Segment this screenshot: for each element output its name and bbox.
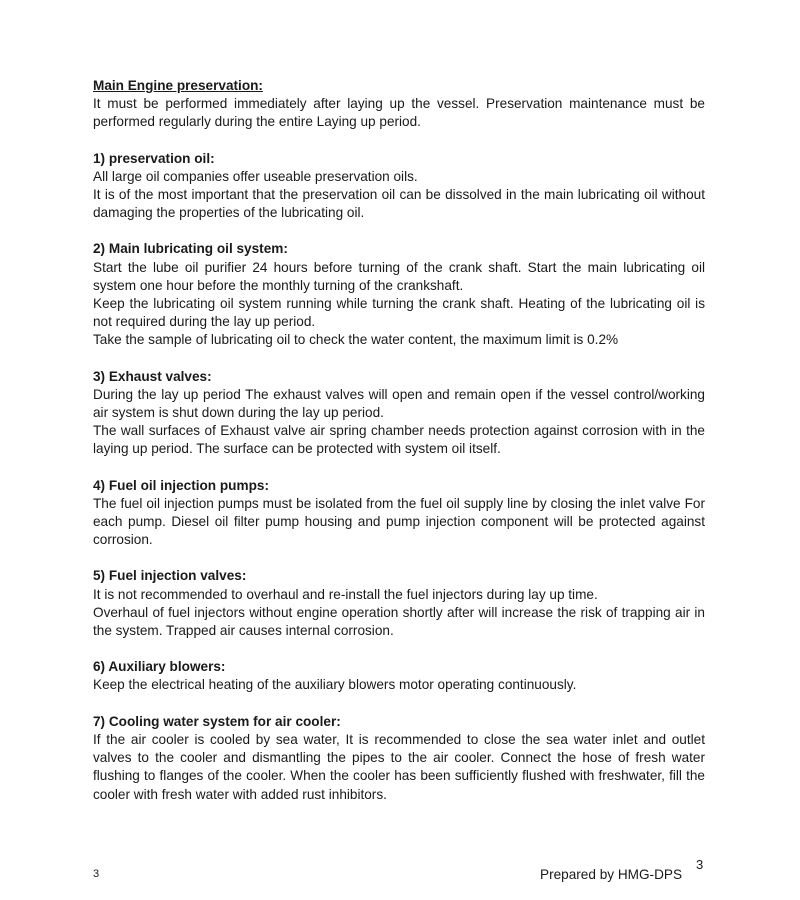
section-paragraph: The fuel oil injection pumps must be isolated from the fuel oil supply line by closing the inlet valve For each pump. Diesel oil filter pump housing and pump injection component will be protected against corrosion. <box>93 495 705 548</box>
section-heading: 1) preservation oil: <box>93 150 215 166</box>
section-paragraph: All large oil companies offer useable preservation oils. <box>93 168 418 184</box>
section-fuel-injection-valves <box>93 567 705 640</box>
document-page <box>93 77 705 804</box>
prepared-by-label: Prepared by HMG-DPS <box>540 867 683 882</box>
document-title: Main Engine preservation: <box>93 78 263 93</box>
section-heading: 5) Fuel injection valves: <box>93 568 247 584</box>
section-heading: 4) Fuel oil injection pumps: <box>93 477 269 493</box>
footer-superscript: 3 <box>696 857 704 872</box>
section-paragraph: The wall surfaces of Exhaust valve air spring chamber needs protection against corrosion with in the laying up period. The surface can be protected with system oil itself. <box>93 423 705 457</box>
section-heading: 3) Exhaust valves: <box>93 368 212 384</box>
section-paragraph: Overhaul of fuel injectors without engine operation shortly after will increase the risk of trapping air in the system. Trapped air causes internal corrosion. <box>93 604 705 639</box>
section-heading: 7) Cooling water system for air cooler: <box>93 713 341 729</box>
section-auxiliary-blowers <box>93 658 705 694</box>
section-paragraph: It is of the most important that the preservation oil can be dissolved in the main lubricating oil without damaging the properties of the lubricating oil. <box>93 187 705 221</box>
intro-paragraph: It must be performed immediately after laying up the vessel. Preservation maintenance must be performed regularly during the entire Laying up period. <box>93 96 705 130</box>
section-exhaust-valves <box>93 368 705 459</box>
section-heading: 6) Auxiliary blowers: <box>93 659 226 675</box>
section-paragraph: Take the sample of lubricating oil to check the water content, the maximum limit is 0.2% <box>93 332 619 348</box>
section-paragraph: Keep the lubricating oil system running while turning the crank shaft. Heating of the lubricating oil is not required during the lay up period. <box>93 296 705 330</box>
section-fuel-oil-injection-pumps <box>93 477 705 550</box>
section-paragraph: Keep the electrical heating of the auxiliary blowers motor operating continuously. <box>93 677 577 693</box>
section-paragraph: Start the lube oil purifier 24 hours before turning of the crank shaft. Start the main lubricating oil system one hour before the monthly turning of the crankshaft. <box>93 259 705 293</box>
section-paragraph: It is not recommended to overhaul and re-install the fuel injectors during lay up time. <box>93 586 598 602</box>
section-paragraph: If the air cooler is cooled by sea water, It is recommended to close the sea water inlet and outlet valves to the cooler and dismantling the pipes to the air cooler. Connect the hose of fresh water flushing to flanges of the cooler. When the cooler has been sufficiently flushed with freshwater, fill the cooler with fresh water with added rust inhibitors. <box>93 731 705 802</box>
section-main-lubricating-oil-system <box>93 240 705 349</box>
section-heading: 2) Main lubricating oil system: <box>93 241 288 257</box>
section-paragraph: During the lay up period The exhaust valves will open and remain open if the vessel control/working air system is shut down during the lay up period. <box>93 386 705 421</box>
section-cooling-water-system <box>93 713 705 804</box>
section-preservation-oil <box>93 150 705 223</box>
page-number: 3 <box>93 868 100 880</box>
